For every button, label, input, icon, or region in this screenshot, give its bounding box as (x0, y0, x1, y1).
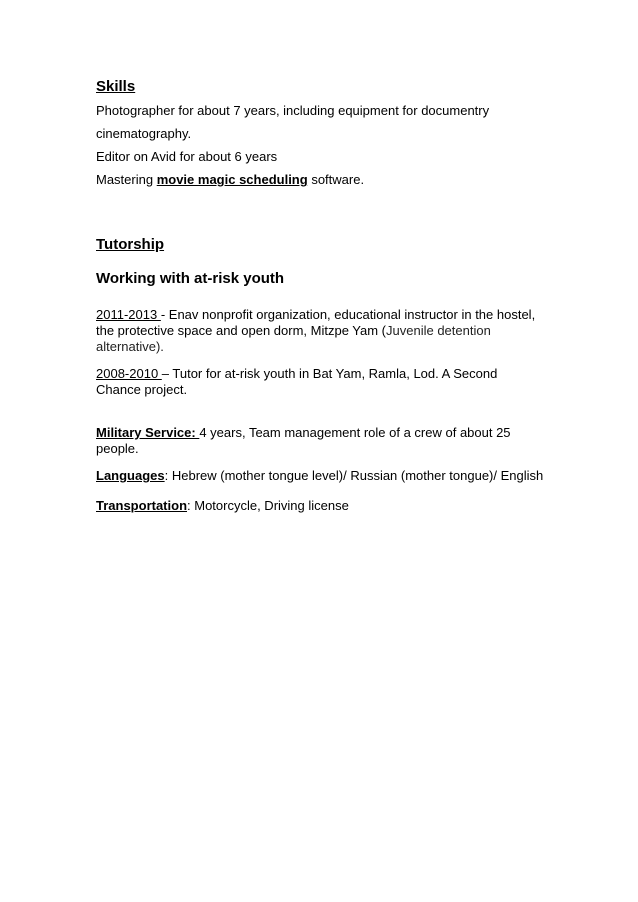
mastering-software: movie magic scheduling (156, 172, 308, 187)
transportation-text: : Motorcycle, Driving license (187, 498, 349, 513)
entry1-sep: - (160, 307, 169, 322)
tutorship-entry1-line1 (96, 307, 535, 323)
mastering-prefix: Mastering (96, 172, 157, 187)
languages-line (96, 468, 543, 484)
entry1-line2-main: the protective space and open dorm, Mitzpe Yam ( (96, 323, 387, 338)
skills-editor: Editor on Avid for about 6 years (96, 149, 278, 164)
skills-photographer-line2: cinematography. (96, 126, 192, 141)
tutorship-entry1-line3: alternative). (96, 339, 164, 354)
entry1-line2-gray: Juvenile detention (386, 323, 491, 338)
skills-photographer-line1: Photographer for about 7 years, including equipment for documentry (96, 103, 490, 118)
military-label: Military Service: (96, 425, 200, 440)
tutorship-subheading: Working with at-risk youth (96, 270, 285, 287)
entry1-line1-rest: Enav nonprofit organization, educational instructor in the hostel, (168, 307, 536, 322)
skills-heading: Skills (96, 78, 136, 95)
languages-text: : Hebrew (mother tongue level)/ Russian (mother tongue)/ English (164, 468, 544, 483)
tutorship-entry2-line1 (96, 366, 497, 382)
entry2-line1-rest: – Tutor for at-risk youth in Bat Yam, Ramla, Lod. A Second (161, 366, 498, 381)
military-line1 (96, 425, 511, 441)
tutorship-heading: Tutorship (96, 236, 165, 253)
languages-label: Languages (96, 468, 165, 483)
entry2-years: 2008-2010 (96, 366, 162, 381)
mastering-suffix: software. (307, 172, 365, 187)
tutorship-entry1-line2 (96, 323, 491, 339)
transportation-label: Transportation (96, 498, 188, 513)
transportation-line (96, 498, 349, 514)
military-line1-rest: 4 years, Team management role of a crew of about 25 (199, 425, 511, 440)
skills-mastering (96, 172, 364, 188)
military-line2: people. (96, 441, 139, 456)
tutorship-entry2-line2: Chance project. (96, 382, 188, 397)
entry1-years: 2011-2013 (96, 307, 161, 322)
